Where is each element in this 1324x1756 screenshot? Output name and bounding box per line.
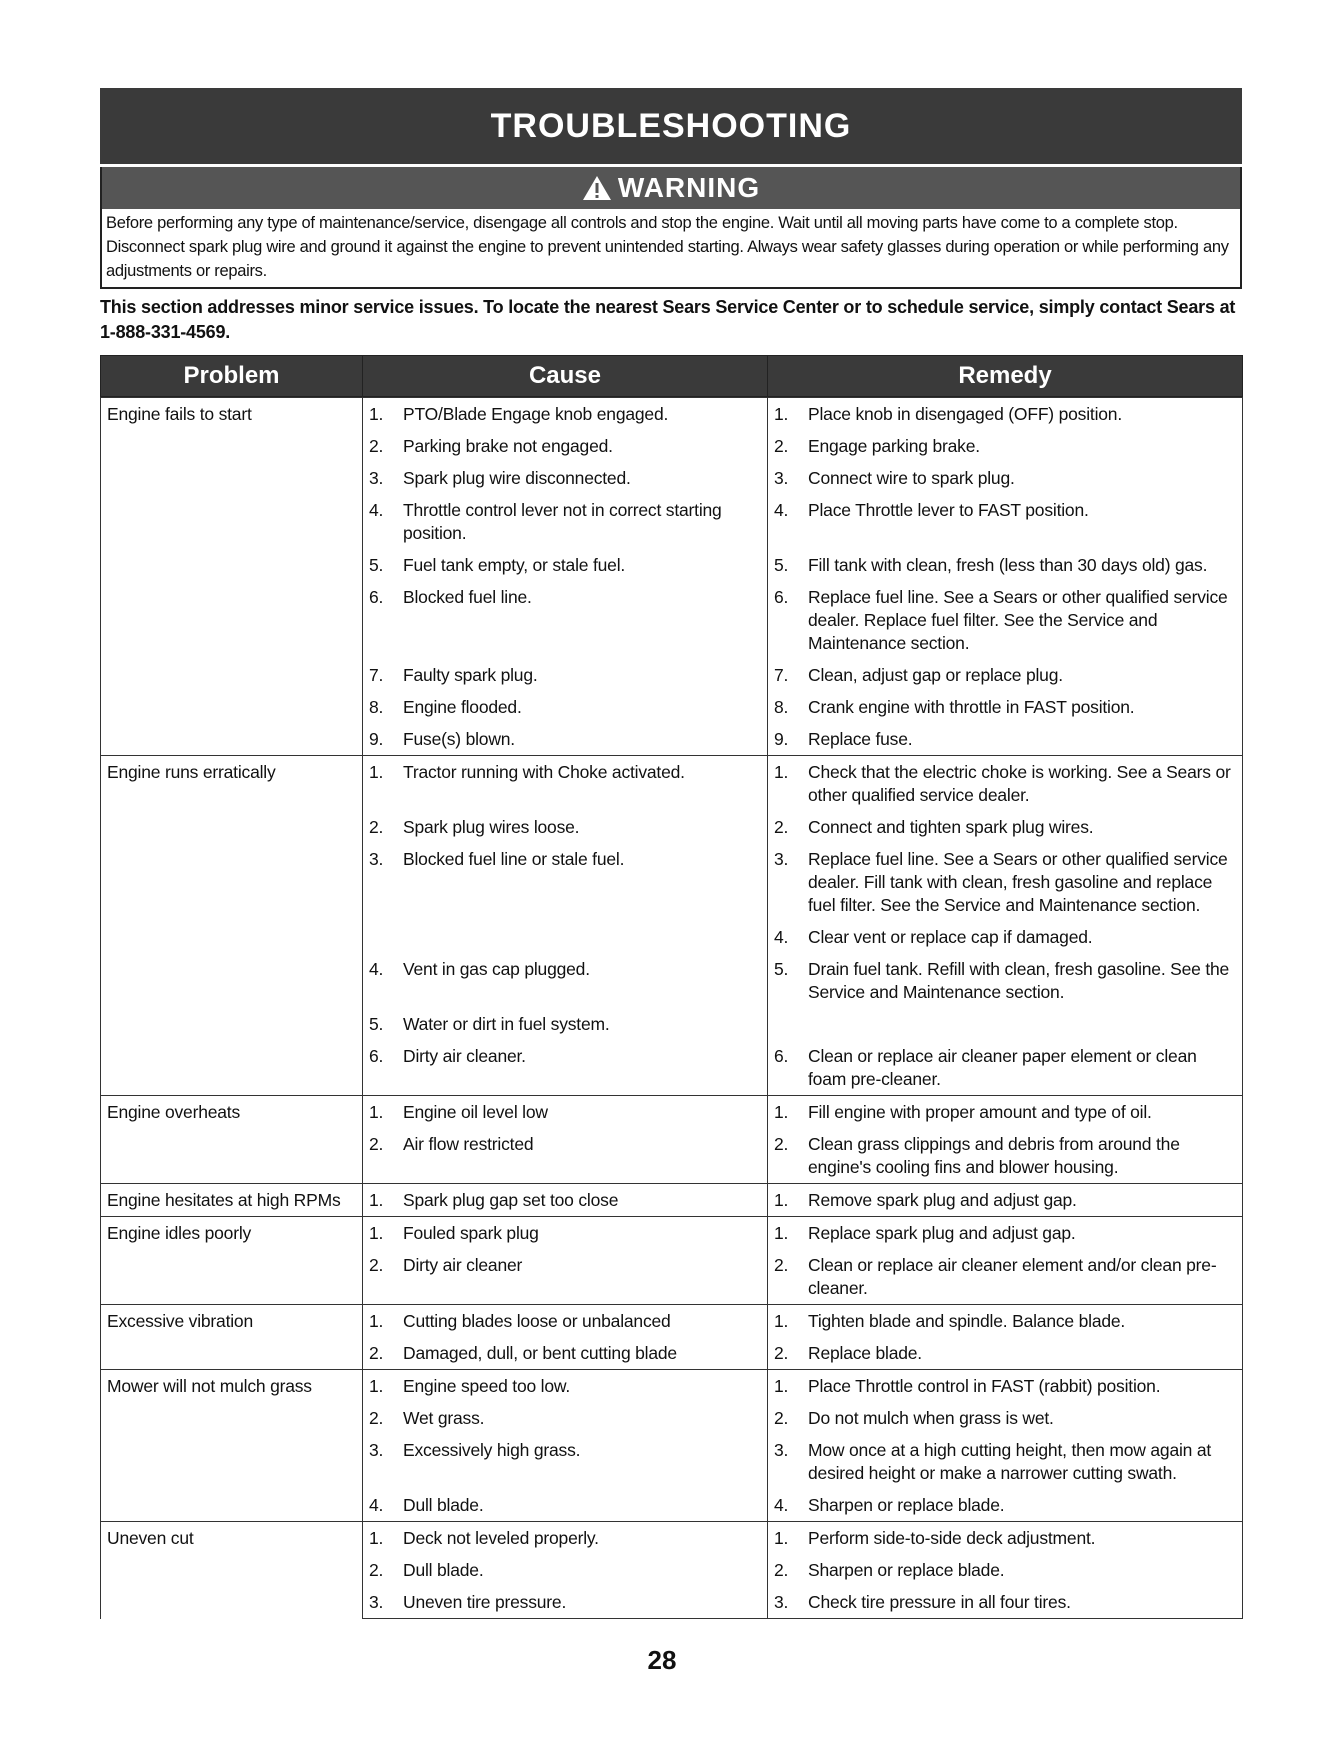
item-text: Sharpen or replace blade.: [808, 1560, 1005, 1580]
item-number: 1.: [774, 1376, 789, 1396]
list-item: [768, 1305, 1242, 1337]
item-number: 3.: [774, 849, 789, 869]
item-number: 5.: [369, 555, 384, 575]
list-item: [768, 723, 1242, 755]
list-item: [768, 462, 1242, 494]
table-header-row: [101, 356, 1243, 397]
item-text: Deck not leveled properly.: [403, 1528, 599, 1548]
item-number: 5.: [369, 1014, 384, 1034]
item-number: 6.: [369, 1046, 384, 1066]
problem-group: [101, 1305, 1243, 1370]
table-row: [101, 1370, 1243, 1403]
list-item: [363, 1096, 767, 1128]
item-number: 9.: [774, 729, 789, 749]
list-item: [768, 756, 1242, 811]
cause-cell: [363, 1249, 768, 1305]
item-text: Blocked fuel line or stale fuel.: [403, 849, 625, 869]
item-number: 5.: [774, 555, 789, 575]
table-row: [101, 1217, 1243, 1250]
cause-cell: [363, 811, 768, 843]
cause-cell: [363, 1554, 768, 1586]
item-number: 2.: [369, 1560, 384, 1580]
remedy-cell: [768, 756, 1243, 812]
cause-cell: [363, 659, 768, 691]
list-item: [768, 1434, 1242, 1489]
item-number: 3.: [774, 468, 789, 488]
problem-cell: Engine fails to start: [101, 398, 363, 756]
remedy-cell: [768, 462, 1243, 494]
intro-text: This section addresses minor service issues. To locate the nearest Sears Service Center or to schedule service, simply contact Sears at 1-888-331-4569.: [100, 297, 1236, 342]
item-number: 2.: [369, 817, 384, 837]
list-item: [363, 581, 767, 613]
remedy-cell: [768, 398, 1243, 431]
item-text: Engine speed too low.: [403, 1376, 571, 1396]
table-row: [101, 756, 1243, 812]
item-number: 1.: [774, 1102, 789, 1122]
item-text: Replace fuel line. See a Sears or other qualified service dealer. Fill tank with clean, fresh gasoline and replace fuel filter. See the Service and Maintenance section.: [808, 849, 1228, 915]
item-text: Cutting blades loose or unbalanced: [403, 1311, 671, 1331]
item-text: Fill tank with clean, fresh (less than 30 days old) gas.: [808, 555, 1208, 575]
list-item: [363, 1184, 767, 1216]
item-text: Remove spark plug and adjust gap.: [808, 1190, 1077, 1210]
list-item: [768, 1489, 1242, 1521]
item-text: Check that the electric choke is working. See a Sears or other qualified service dealer.: [808, 762, 1231, 805]
list-item: [768, 921, 1242, 953]
list-item: [768, 549, 1242, 581]
remedy-cell: [768, 691, 1243, 723]
item-text: Wet grass.: [403, 1408, 485, 1428]
troubleshooting-table-body: [100, 397, 1243, 1619]
list-item: [768, 1184, 1242, 1216]
item-text: Place knob in disengaged (OFF) position.: [808, 404, 1122, 424]
list-item: [363, 494, 767, 549]
list-item: [363, 1554, 767, 1586]
warning-triangle-icon: [582, 175, 612, 201]
list-item: [768, 494, 1242, 526]
remedy-cell: [768, 1128, 1243, 1184]
remedy-cell: [768, 1370, 1243, 1403]
item-text: PTO/Blade Engage knob engaged.: [403, 404, 669, 424]
list-item: [768, 1008, 1242, 1017]
remedy-cell: [768, 1305, 1243, 1338]
remedy-cell: [768, 843, 1243, 921]
item-number: 2.: [369, 1255, 384, 1275]
table-row: [101, 1184, 1243, 1217]
item-text: Engine oil level low: [403, 1102, 548, 1122]
remedy-cell: [768, 1184, 1243, 1217]
item-number: 1.: [369, 762, 384, 782]
list-item: [363, 921, 767, 930]
item-number: 1.: [774, 1311, 789, 1331]
warning-text: Before performing any type of maintenance/service, disengage all controls and stop the engine. Wait until all moving parts have come to a complete stop. Disconnect spark plug wire and ground it against the engine to prevent unintended starting. Always wear safety glasses during operation or while performing any adjustments or repairs.: [106, 214, 1229, 280]
item-number: 5.: [774, 959, 789, 979]
cause-cell: [363, 1217, 768, 1250]
item-number: 6.: [369, 587, 384, 607]
item-number: 2.: [774, 817, 789, 837]
table-row: [101, 1522, 1243, 1555]
column-header-problem: Problem: [101, 356, 363, 397]
item-text: Fuel tank empty, or stale fuel.: [403, 555, 626, 575]
problem-group: [101, 756, 1243, 1096]
item-text: Place Throttle control in FAST (rabbit) position.: [808, 1376, 1161, 1396]
list-item: [363, 398, 767, 430]
item-text: Replace fuse.: [808, 729, 913, 749]
item-text: Parking brake not engaged.: [403, 436, 613, 456]
item-number: 3.: [774, 1440, 789, 1460]
item-text: Place Throttle lever to FAST position.: [808, 500, 1089, 520]
cause-cell: [363, 1184, 768, 1217]
list-item: [363, 1305, 767, 1337]
list-item: [363, 1489, 767, 1521]
cause-cell: [363, 1305, 768, 1338]
list-item: [363, 1402, 767, 1434]
item-number: 2.: [774, 1343, 789, 1363]
cause-cell: [363, 1370, 768, 1403]
list-item: [768, 1128, 1242, 1183]
item-number: 6.: [774, 587, 789, 607]
item-number: 1.: [369, 1376, 384, 1396]
list-item: [768, 1249, 1242, 1304]
list-item: [768, 1337, 1242, 1369]
item-text: Engine flooded.: [403, 697, 522, 717]
cause-cell: [363, 494, 768, 549]
list-item: [768, 659, 1242, 691]
item-number: 4.: [369, 959, 384, 979]
item-text: Clean or replace air cleaner element and/or clean pre-cleaner.: [808, 1255, 1217, 1298]
column-header-remedy: Remedy: [768, 356, 1243, 397]
item-text: Dirty air cleaner.: [403, 1046, 526, 1066]
cause-cell: [363, 1040, 768, 1096]
cause-cell: [363, 1337, 768, 1370]
list-item: [363, 1434, 767, 1466]
remedy-cell: [768, 1040, 1243, 1096]
remedy-cell: [768, 723, 1243, 756]
cause-cell: [363, 1489, 768, 1522]
remedy-cell: [768, 581, 1243, 659]
remedy-cell: [768, 811, 1243, 843]
item-number: 2.: [774, 1560, 789, 1580]
remedy-cell: [768, 494, 1243, 549]
item-number: 2.: [774, 1408, 789, 1428]
item-number: 1.: [369, 1223, 384, 1243]
list-item: [768, 581, 1242, 659]
list-item: [363, 1586, 767, 1618]
item-number: 1.: [369, 1102, 384, 1122]
cause-cell: [363, 462, 768, 494]
list-item: [768, 1096, 1242, 1128]
cause-cell: [363, 953, 768, 1008]
item-text: Connect wire to spark plug.: [808, 468, 1015, 488]
cause-cell: [363, 430, 768, 462]
remedy-cell: [768, 659, 1243, 691]
remedy-cell: [768, 549, 1243, 581]
cause-cell: [363, 1402, 768, 1434]
item-text: Mow once at a high cutting height, then mow again at desired height or make a narrower cutting swath.: [808, 1440, 1212, 1483]
item-number: 8.: [369, 697, 384, 717]
item-number: 8.: [774, 697, 789, 717]
page: [100, 88, 1242, 1619]
item-number: 3.: [369, 849, 384, 869]
list-item: [768, 843, 1242, 921]
item-number: 7.: [774, 665, 789, 685]
list-item: [768, 1586, 1242, 1618]
item-number: 2.: [369, 1408, 384, 1428]
remedy-cell: [768, 1489, 1243, 1522]
list-item: [363, 1249, 767, 1281]
list-item: [363, 723, 767, 755]
item-text: Connect and tighten spark plug wires.: [808, 817, 1094, 837]
problem-cell: Engine idles poorly: [101, 1217, 363, 1305]
item-number: 3.: [369, 1440, 384, 1460]
item-text: Tractor running with Choke activated.: [403, 762, 685, 782]
remedy-cell: [768, 430, 1243, 462]
list-item: [768, 1040, 1242, 1095]
item-number: 1.: [369, 1311, 384, 1331]
column-header-cause: Cause: [363, 356, 768, 397]
list-item: [363, 953, 767, 985]
warning-header: [102, 167, 1240, 209]
item-text: Spark plug gap set too close: [403, 1190, 619, 1210]
list-item: [363, 756, 767, 788]
item-number: 9.: [369, 729, 384, 749]
item-text: Dull blade.: [403, 1560, 484, 1580]
page-title: TROUBLESHOOTING: [100, 88, 1242, 167]
item-text: Perform side-to-side deck adjustment.: [808, 1528, 1096, 1548]
item-text: Tighten blade and spindle. Balance blade.: [808, 1311, 1126, 1331]
cause-cell: [363, 1096, 768, 1129]
item-text: Clear vent or replace cap if damaged.: [808, 927, 1093, 947]
cause-cell: [363, 691, 768, 723]
problem-group: [101, 1370, 1243, 1522]
item-number: 4.: [369, 1495, 384, 1515]
item-text: Fouled spark plug: [403, 1223, 539, 1243]
list-item: [768, 691, 1242, 723]
item-text: Clean grass clippings and debris from around the engine's cooling fins and blower housing.: [808, 1134, 1180, 1177]
page-number: 28: [647, 1645, 677, 1675]
remedy-cell: [768, 1337, 1243, 1370]
troubleshooting-table: [100, 355, 1243, 397]
item-number: 1.: [774, 1190, 789, 1210]
item-text: Air flow restricted: [403, 1134, 534, 1154]
list-item: [768, 398, 1242, 430]
item-text: Replace spark plug and adjust gap.: [808, 1223, 1076, 1243]
remedy-cell: [768, 1434, 1243, 1489]
list-item: [363, 691, 767, 723]
cause-cell: [363, 549, 768, 581]
list-item: [363, 1217, 767, 1249]
item-text: Dull blade.: [403, 1495, 484, 1515]
item-text: Replace fuel line. See a Sears or other qualified service dealer. Replace fuel filter. See the Service and Maintenance section.: [808, 587, 1228, 653]
item-number: 7.: [369, 665, 384, 685]
item-text: Fuse(s) blown.: [403, 729, 515, 749]
list-item: [363, 430, 767, 462]
table-row: [101, 398, 1243, 431]
warning-box: [100, 167, 1242, 289]
item-text: Crank engine with throttle in FAST position.: [808, 697, 1135, 717]
item-number: 4.: [369, 500, 384, 520]
item-number: 2.: [774, 1255, 789, 1275]
cause-cell: [363, 1586, 768, 1619]
remedy-cell: [768, 1096, 1243, 1129]
problem-group: [101, 1217, 1243, 1305]
item-text: Dirty air cleaner: [403, 1255, 523, 1275]
list-item: [363, 1128, 767, 1160]
list-item: [363, 659, 767, 691]
list-item: [363, 1008, 767, 1040]
table-row: [101, 1096, 1243, 1129]
item-number: 4.: [774, 500, 789, 520]
item-text: Spark plug wire disconnected.: [403, 468, 631, 488]
cause-cell: [363, 1434, 768, 1489]
item-text: Faulty spark plug.: [403, 665, 538, 685]
item-number: 1.: [774, 1528, 789, 1548]
remedy-cell: [768, 921, 1243, 953]
item-number: 2.: [369, 1134, 384, 1154]
list-item: [768, 1217, 1242, 1249]
problem-group: [101, 1522, 1243, 1619]
item-number: 4.: [774, 1495, 789, 1515]
remedy-cell: [768, 1554, 1243, 1586]
item-number: 1.: [369, 404, 384, 424]
list-item: [768, 811, 1242, 843]
item-text: Blocked fuel line.: [403, 587, 532, 607]
list-item: [768, 1402, 1242, 1434]
cause-cell: [363, 756, 768, 812]
item-number: 2.: [369, 1343, 384, 1363]
problem-cell: Engine overheats: [101, 1096, 363, 1184]
item-number: 1.: [774, 1223, 789, 1243]
item-text: Drain fuel tank. Refill with clean, fresh gasoline. See the Service and Maintenance section.: [808, 959, 1230, 1002]
item-number: 3.: [774, 1592, 789, 1612]
item-text: Throttle control lever not in correct starting position.: [403, 500, 722, 543]
list-item: [363, 1370, 767, 1402]
item-number: 1.: [369, 1528, 384, 1548]
remedy-cell: [768, 953, 1243, 1008]
item-text: Engage parking brake.: [808, 436, 980, 456]
problem-cell: Engine hesitates at high RPMs: [101, 1184, 363, 1217]
cause-cell: [363, 723, 768, 756]
list-item: [363, 1040, 767, 1072]
list-item: [363, 843, 767, 875]
item-number: 2.: [774, 436, 789, 456]
item-text: Fill engine with proper amount and type of oil.: [808, 1102, 1152, 1122]
item-number: 1.: [774, 404, 789, 424]
item-text: Vent in gas cap plugged.: [403, 959, 590, 979]
item-text: Spark plug wires loose.: [403, 817, 580, 837]
item-number: 3.: [369, 468, 384, 488]
remedy-cell: [768, 1402, 1243, 1434]
item-text: Sharpen or replace blade.: [808, 1495, 1005, 1515]
list-item: [768, 1370, 1242, 1402]
cause-cell: [363, 398, 768, 431]
remedy-cell: [768, 1249, 1243, 1305]
cause-cell: [363, 921, 768, 953]
item-number: 4.: [774, 927, 789, 947]
problem-group: [101, 1096, 1243, 1184]
problem-group: [101, 398, 1243, 756]
item-text: Water or dirt in fuel system.: [403, 1014, 610, 1034]
remedy-cell: [768, 1008, 1243, 1040]
cause-cell: [363, 1522, 768, 1555]
list-item: [363, 1337, 767, 1369]
list-item: [768, 1554, 1242, 1586]
item-text: Damaged, dull, or bent cutting blade: [403, 1343, 677, 1363]
item-number: 1.: [369, 1190, 384, 1210]
item-number: 1.: [774, 762, 789, 782]
item-text: Clean, adjust gap or replace plug.: [808, 665, 1063, 685]
item-text: Uneven tire pressure.: [403, 1592, 567, 1612]
problem-cell: Uneven cut: [101, 1522, 363, 1619]
item-text: Check tire pressure in all four tires.: [808, 1592, 1071, 1612]
table-row: [101, 1305, 1243, 1338]
list-item: [768, 953, 1242, 1008]
item-text: Replace blade.: [808, 1343, 922, 1363]
remedy-cell: [768, 1217, 1243, 1250]
list-item: [363, 549, 767, 581]
list-item: [768, 430, 1242, 462]
cause-cell: [363, 1128, 768, 1184]
list-item: [363, 462, 767, 494]
remedy-cell: [768, 1586, 1243, 1619]
warning-label: WARNING: [617, 172, 761, 203]
item-number: 3.: [369, 1592, 384, 1612]
problem-cell: Mower will not mulch grass: [101, 1370, 363, 1522]
cause-cell: [363, 581, 768, 659]
item-text: Do not mulch when grass is wet.: [808, 1408, 1054, 1428]
list-item: [363, 811, 767, 843]
item-number: 2.: [369, 436, 384, 456]
cause-cell: [363, 843, 768, 921]
cause-cell: [363, 1008, 768, 1040]
problem-group: [101, 1184, 1243, 1217]
item-number: 2.: [774, 1134, 789, 1154]
remedy-cell: [768, 1522, 1243, 1555]
item-number: 6.: [774, 1046, 789, 1066]
problem-cell: Engine runs erratically: [101, 756, 363, 1096]
item-text: Clean or replace air cleaner paper element or clean foam pre-cleaner.: [808, 1046, 1197, 1089]
problem-cell: Excessive vibration: [101, 1305, 363, 1370]
list-item: [363, 1522, 767, 1554]
list-item: [768, 1522, 1242, 1554]
item-text: Excessively high grass.: [403, 1440, 581, 1460]
